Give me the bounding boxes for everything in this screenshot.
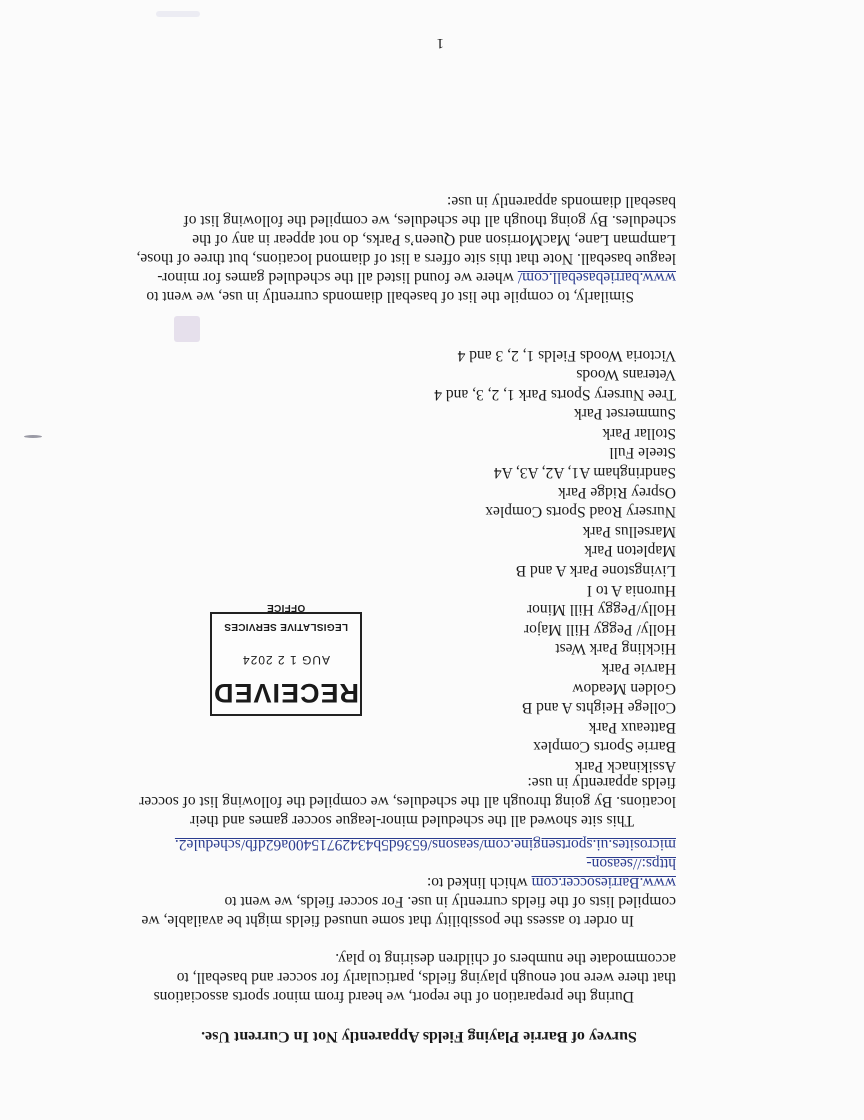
baseball-paragraph <box>131 192 676 306</box>
list-item: Holly/ Peggy Hill Major <box>524 620 676 638</box>
list-item: Summerset Park <box>573 405 676 423</box>
page-number: 1 <box>436 35 444 51</box>
soccer-fields-list <box>434 345 676 776</box>
barrie-soccer-link[interactable]: www.Barriesoccer.com <box>531 874 676 891</box>
soccer-paragraph-text: This site showed all the scheduled minor-league soccer games and their locations. By going through all the schedules, we compiled the following list of soccer fields apparently in use: <box>139 774 676 829</box>
soccer-links <box>131 835 676 892</box>
stamp-office: LEGISLATIVE SERVICES OFFICE <box>224 602 348 632</box>
list-item: Golden Meadow <box>572 679 676 697</box>
list-item: Steele Full <box>609 444 676 462</box>
list-item: Victoria Woods Fields 1, 2, 3 and 4 <box>457 346 676 364</box>
list-item: Sandringham A1, A2, A3, A4 <box>493 464 676 482</box>
list-item: Barrie Sports Complex <box>533 738 676 756</box>
schedule-url-link[interactable]: https://season-microsites.ui.sportsengine.com/seasons/6536d5b43429715400a62dfb/schedule2. <box>174 836 676 872</box>
list-item: Veterans Woods <box>576 366 676 384</box>
soccer-link-suffix: which linked to: <box>426 874 532 891</box>
intro-paragraph <box>131 949 676 1006</box>
list-item: Tree Nursery Sports Park 1, 2, 3, and 4 <box>434 385 676 403</box>
stamp-date: AUG 1 2 2024 <box>241 653 331 667</box>
list-item: Stollar Park <box>602 424 676 442</box>
list-item: Harvie Park <box>601 660 676 678</box>
list-item: Assikinack Park <box>574 758 676 775</box>
scan-smudge <box>156 11 200 17</box>
stamp-heading: RECEIVED <box>212 678 360 708</box>
list-item: Huronia A to I <box>586 581 676 599</box>
received-stamp <box>210 602 362 716</box>
list-item: Batteaux Park <box>588 718 676 736</box>
document-title: Survey of Barrie Playing Fields Apparently Not In Current Use. <box>201 1028 637 1045</box>
list-item: Nursery Road Sports Complex <box>485 503 676 521</box>
soccer-paragraph <box>131 773 676 830</box>
list-item: College Heights A and B <box>521 699 676 717</box>
list-item: Hickling Park West <box>555 640 676 658</box>
scan-smudge <box>174 316 200 342</box>
list-item: Marsellus Park <box>582 522 676 540</box>
list-item: Mapleton Park <box>584 542 676 560</box>
intro-paragraph-text: During the preparation of the report, we heard from minor sports associations that there were not enough playing fields, particularly for soccer and baseball, to accommodate the numbers of children desiring to play. <box>153 950 676 1005</box>
baseball-paragraph-lead: Similarly, to compile the list of baseball diamonds currently in use, we went to <box>146 288 634 305</box>
barrie-baseball-link[interactable]: www.barriebaseball.com/ <box>517 269 676 286</box>
method-paragraph-text: In order to assess the possibility that some unused fields might be available, we compiled lists of the fields currently in use. For soccer fields, we went to <box>141 893 676 929</box>
scan-smudge <box>24 435 42 438</box>
list-item: Holly/Peggy Hill Minor <box>527 601 676 619</box>
method-paragraph <box>131 892 676 930</box>
list-item: Osprey Ridge Park <box>558 483 676 501</box>
list-item: Livingstone Park A and B <box>515 562 676 580</box>
baseball-paragraph-rest: where we found listed all the scheduled games for minor-league baseball. Note that this site offers a list of diamond locations, but three of those, Lampman Lane, MacMorrison and Queen’s Parks, do not appear in any of the schedules. By going though all the schedules, we compiled the following list of baseball diamonds apparently in use: <box>136 193 676 286</box>
